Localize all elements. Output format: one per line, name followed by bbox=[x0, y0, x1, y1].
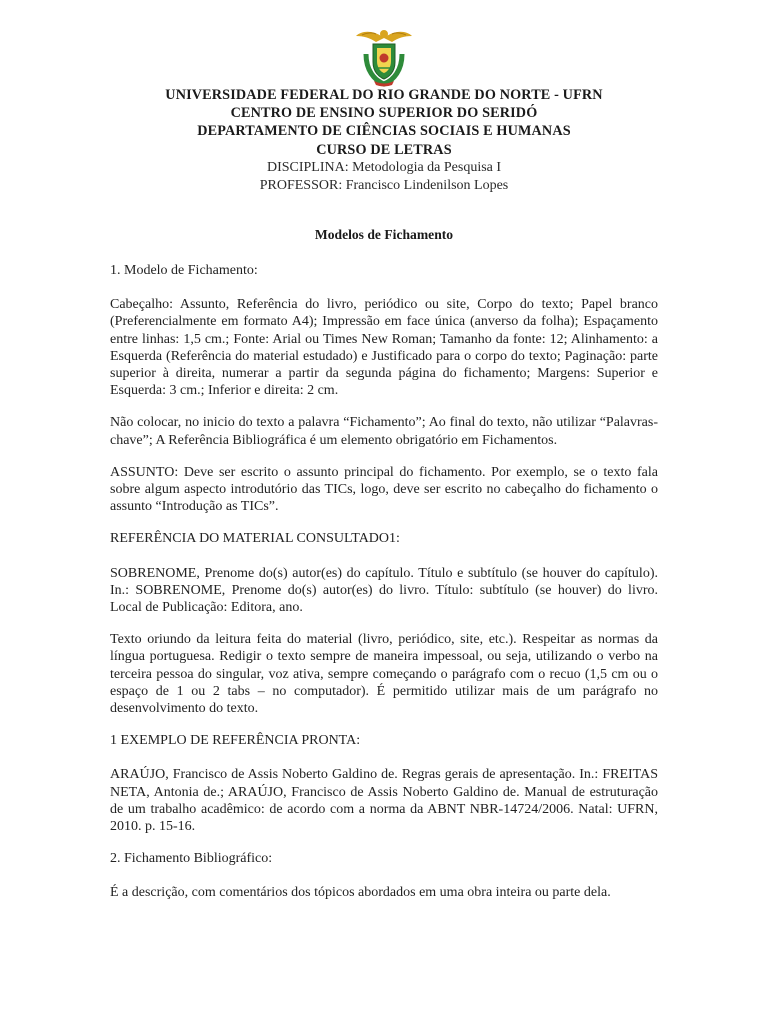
paragraph-descricao: É a descrição, com comentários dos tópicos abordados em uma obra inteira ou parte dela. bbox=[110, 885, 611, 901]
professor-line: PROFESSOR: Francisco Lindenilson Lopes bbox=[259, 177, 509, 193]
paragraph-texto-oriundo: Texto oriundo da leitura feita do material (livro, periódico, site, etc.). Respeitar as normas da língua portuguesa. Redigir o texto sempre de maneira impessoal, ou seja, utilizando o verbo na terceira pessoa do singular, voz ativa, sempre começando o parágrafo com o recuo (1,5 cm ou o espaço de 1 ou 2 tabs – no computador). É permitido utilizar mais de um parágrafo no desenvolvimento do texto. bbox=[110, 632, 658, 717]
document-title: Modelos de Fichamento bbox=[314, 227, 454, 242]
paragraph-assunto: ASSUNTO: Deve ser escrito o assunto principal do fichamento. Por exemplo, se o texto fala sobre algum aspecto introdutório das TICs, logo, deve ser escrito no cabeçalho do fichamento o assunto “Introdução as TICs”. bbox=[110, 464, 658, 515]
department-name: DEPARTAMENTO DE CIÊNCIAS SOCIAIS E HUMANAS bbox=[197, 123, 571, 140]
discipline-line: DISCIPLINA: Metodologia da Pesquisa I bbox=[266, 159, 502, 175]
document-page bbox=[110, 0, 658, 1024]
section-heading-modelo: 1. Modelo de Fichamento: bbox=[110, 263, 258, 278]
paragraph-araujo-reference: ARAÚJO, Francisco de Assis Noberto Galdino de. Regras gerais de apresentação. In.: FREITAS NETA, Antonia de.; ARAÚJO, Francisco de Assis Noberto Galdino de. Manual de estruturação de um trabalho acadêmico: de acordo com a norma da ABNT NBR-14724/2006. Natal: UFRN, 2010. p. 15-16. bbox=[110, 767, 658, 835]
paragraph-nao-colocar: Não colocar, no inicio do texto a palavra “Fichamento”; Ao final do texto, não utilizar “Palavras-chave”; A Referência Bibliográfica é um elemento obrigatório em Fichamentos. bbox=[110, 415, 658, 448]
section-heading-referencia: REFERÊNCIA DO MATERIAL CONSULTADO1: bbox=[110, 531, 400, 547]
ufrn-coat-of-arms-icon bbox=[354, 24, 414, 88]
paragraph-sobrenome: SOBRENOME, Prenome do(s) autor(es) do capítulo. Título e subtítulo (se houver do capítulo). In.: SOBRENOME, Prenome do(s) autor(es) do livro. Título: subtítulo (se houver) do livro. Local de Publicação: Editora, ano. bbox=[110, 565, 658, 616]
center-name: CENTRO DE ENSINO SUPERIOR DO SERIDÓ bbox=[230, 105, 538, 122]
course-name: CURSO DE LETRAS bbox=[316, 141, 452, 158]
section-heading-bibliografico: 2. Fichamento Bibliográfico: bbox=[110, 851, 273, 867]
document-body bbox=[110, 262, 658, 917]
paragraph-cabecalho: Cabeçalho: Assunto, Referência do livro, periódico ou site, Corpo do texto; Papel branco (Preferencialmente em formato A4); Impressão em face única (anverso da folha); Espaçamento entre linhas: 1,5 cm.; Fonte: Arial ou Times New Roman; Tamanho da fonte: 12; Alinhamento: a Esquerda (Referência do material estudado) e Justificado para o corpo do texto; Paginação: parte superior à direita, numerar a partir da segunda página do fichamento; Margens: Superior e Esquerda: 3 cm.; Inferior e direita: 2 cm. bbox=[110, 297, 658, 399]
section-heading-exemplo: 1 EXEMPLO DE REFERÊNCIA PRONTA: bbox=[110, 733, 361, 749]
university-name: UNIVERSIDADE FEDERAL DO RIO GRANDE DO NORTE - UFRN bbox=[165, 87, 603, 103]
institution-header bbox=[110, 86, 658, 195]
